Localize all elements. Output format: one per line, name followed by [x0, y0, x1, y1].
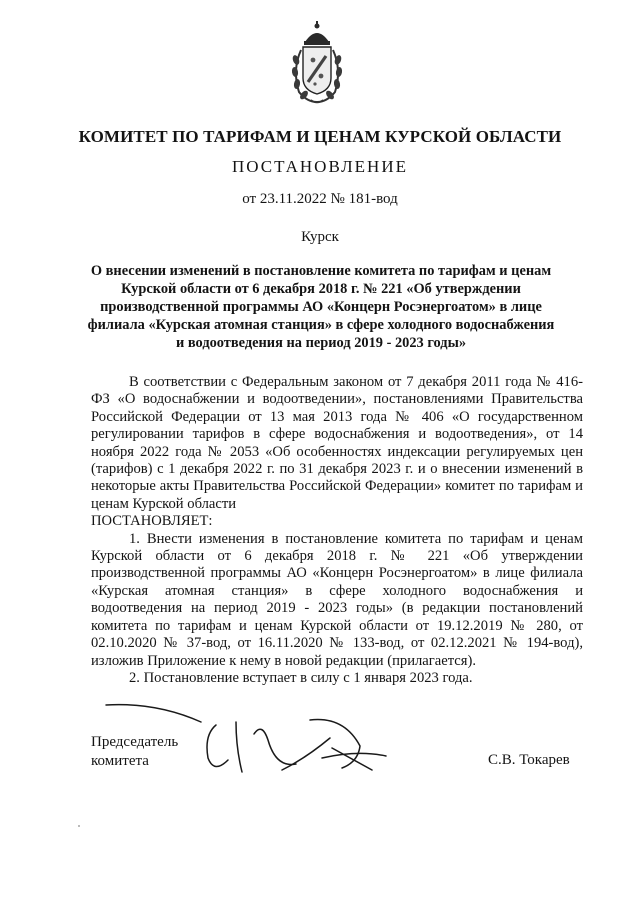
- item-2-paragraph: 2. Постановление вступает в силу с 1 января 2023 года.: [129, 669, 473, 686]
- document-date-number: от 23.11.2022 № 181-вод: [242, 191, 398, 207]
- signatory-position: [91, 733, 178, 771]
- signatory-position-line1: Председатель: [91, 734, 179, 750]
- document-body: [91, 374, 583, 687]
- document-type: ПОСТАНОВЛЕНИЕ: [231, 157, 408, 176]
- signatory-name: С.В. Токарев: [488, 752, 570, 768]
- organization-title: КОМИТЕТ ПО ТАРИФАМ И ЦЕНАМ КУРСКОЙ ОБЛАСТИ: [78, 127, 562, 146]
- preamble-paragraph: В соответствии с Федеральным законом от 7 декабря 2011 года № 416-ФЗ «О водоснабжении и водоотведении», постановлениями Правительства Российской Федерации от 13 мая 2013 года № 406 «О государственном регулировании тарифов в сфере водоснабжения и водоотведения», от 14 ноября 2022 года № 2053 «Об особенностях индексации регулируемых цен (тарифов) с 1 декабря 2022 г. по 31 декабря 2023 г. и о внесении изменений в некоторые акты Правительства Российской Федерации» комитет по тарифам и ценам Курской области: [91, 374, 583, 512]
- scan-speck: [78, 825, 80, 827]
- signatory-position-line2: комитета: [91, 753, 149, 769]
- document-city: Курск: [301, 229, 339, 245]
- coat-of-arms-icon: [289, 20, 345, 106]
- resolves-line: ПОСТАНОВЛЯЕТ:: [91, 513, 213, 530]
- document-subject: О внесении изменений в постановление комитета по тарифам и ценам Курской области от 6 декабря 2018 г. № 221 «Об утверждении производственной программы АО «Концерн Росэнергоатом» в лице филиала «Курская атомная станция» в сфере холодного водоснабжения и водоотведения на период 2019 - 2023 годы»: [87, 263, 555, 351]
- item-1-paragraph: 1. Внести изменения в постановление комитета по тарифам и ценам Курской области от 6 декабря 2018 г. № 221 «Об утверждении производственной программы АО «Концерн Росэнергоатом» в лице филиала «Курская атомная станция» в сфере холодного водоснабжения и водоотведения на период 2019 - 2023 годы» (в редакции постановлений комитета по тарифам и ценам Курской области от 19.12.2019 № 280, от 02.10.2020 № 37-вод, от 16.11.2020 № 133-вод, от 02.12.2021 № 194-вод), изложив Приложение к нему в новой редакции (прилагается).: [91, 530, 583, 669]
